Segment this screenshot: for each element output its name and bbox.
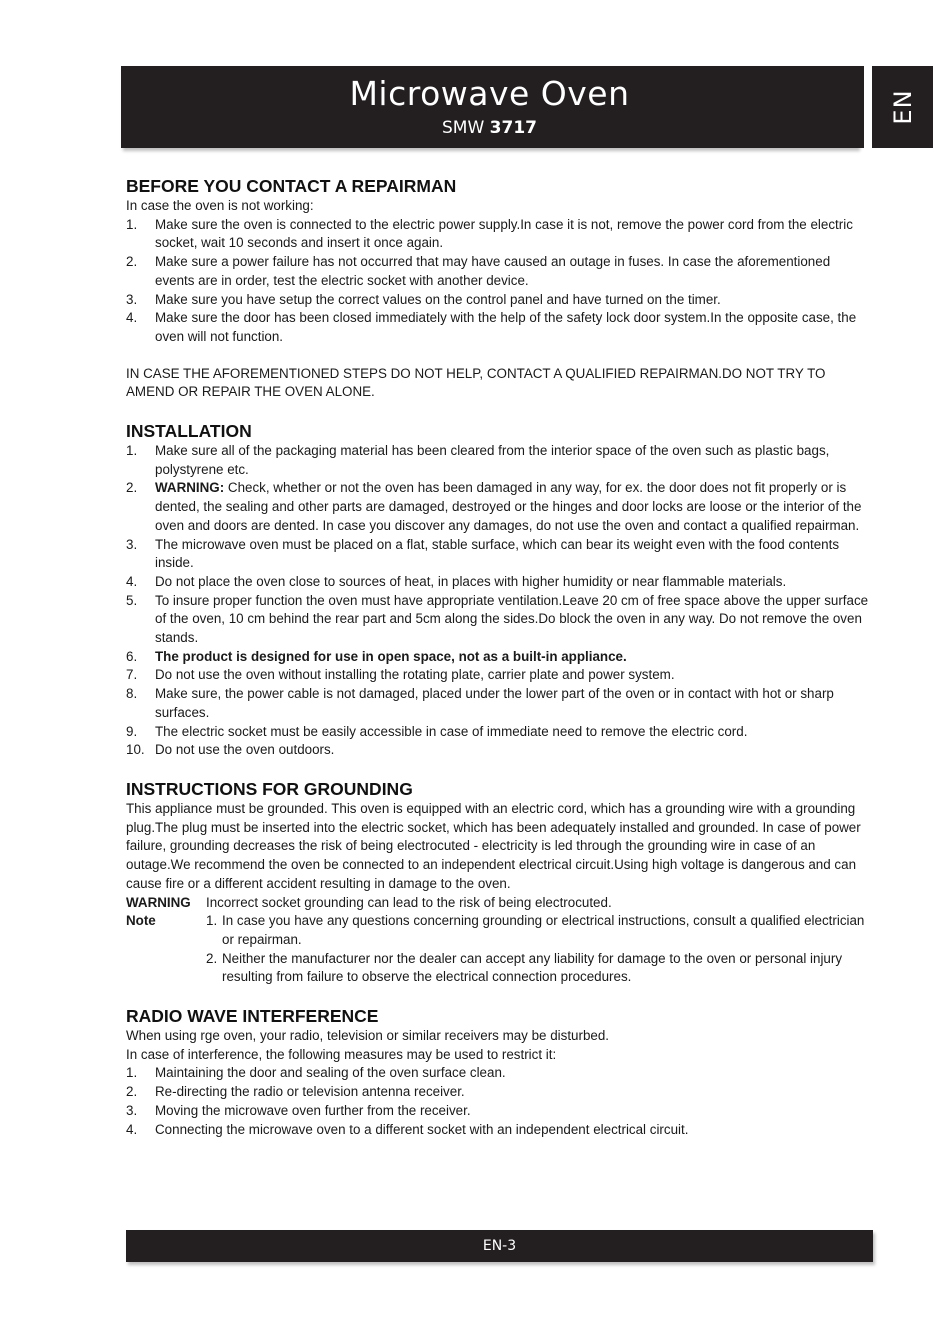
list-text: To insure proper function the oven must have appropriate ventilation.Leave 20 cm of free space above the upper surface of the oven, 10 cm behind the rear part and 5cm along the sides.Do block the oven in any way. Do not remove the oven stands. — [155, 592, 869, 646]
note-label: Note — [126, 913, 156, 929]
list-number: 5. — [126, 592, 138, 608]
section-grounding — [126, 778, 871, 987]
model-digits: 3717 — [489, 118, 537, 138]
grounding-warning — [126, 894, 871, 913]
list-text: Make sure the door has been closed immediately with the help of the safety lock door system.In the opposite case, the oven will not function. — [155, 310, 857, 344]
list-text: Maintaining the door and sealing of the oven surface clean. — [155, 1065, 506, 1081]
list-item — [126, 685, 871, 722]
repairman-list — [126, 216, 871, 347]
repairman-intro: In case the oven is not working: — [126, 198, 314, 213]
list-text: Do not place the oven close to sources of heat, in places with higher humidity or near flammable materials. — [155, 573, 787, 589]
model-number — [121, 118, 858, 138]
section-heading-grounding: INSTRUCTIONS FOR GROUNDING — [126, 778, 413, 799]
language-tab — [872, 66, 933, 148]
section-repairman — [126, 175, 871, 402]
list-number: 9. — [126, 723, 138, 739]
list-number: 8. — [126, 686, 138, 702]
radio-intro-1: When using rge oven, your radio, television or similar receivers may be disturbed. — [126, 1028, 610, 1044]
list-number: 4. — [126, 573, 138, 589]
list-number: 7. — [126, 667, 138, 683]
warning-text: Incorrect socket grounding can lead to the risk of being electrocuted. — [206, 894, 612, 910]
list-item — [126, 309, 871, 346]
list-number: 2. — [126, 480, 138, 496]
radio-list — [126, 1064, 871, 1139]
list-number: 1. — [126, 216, 138, 232]
model-prefix: SMW — [441, 118, 485, 138]
list-number: 4. — [126, 310, 138, 326]
list-text: Make sure, the power cable is not damaged, placed under the lower part of the oven or in contact with hot or sharp surfaces. — [155, 686, 834, 720]
list-text: Make sure a power failure has not occurred that may have caused an outage in fuses. In case the aforementioned events are in order, test the electric socket with another device. — [155, 254, 831, 288]
radio-intro-2: In case of interference, the following measures may be used to restrict it: — [126, 1046, 557, 1062]
grounding-note — [126, 912, 871, 987]
section-heading-radio: RADIO WAVE INTERFERENCE — [126, 1006, 379, 1027]
list-number: 2. — [126, 254, 138, 270]
note-list — [206, 912, 871, 987]
list-item — [126, 1064, 871, 1083]
list-number: 1. — [126, 443, 138, 459]
list-number: 2. — [206, 950, 218, 966]
list-item — [206, 950, 871, 987]
list-item — [126, 1121, 871, 1140]
list-item — [126, 741, 871, 760]
list-text: Connecting the microwave oven to a different socket with an independent electrical circuit. — [155, 1121, 689, 1137]
page-title: Microwave Oven — [349, 74, 630, 113]
list-item — [126, 1083, 871, 1102]
warning-label: WARNING — [126, 894, 191, 910]
list-number: 4. — [126, 1121, 138, 1137]
list-item — [126, 216, 871, 253]
list-item — [126, 536, 871, 573]
section-heading-repairman: BEFORE YOU CONTACT A REPAIRMAN — [126, 176, 457, 196]
list-item — [126, 291, 871, 310]
list-text: The electric socket must be easily accessible in case of immediate need to remove the electric cord. — [155, 723, 748, 739]
list-item — [126, 592, 871, 648]
list-text: Make sure you have setup the correct values on the control panel and have turned on the timer. — [155, 291, 721, 307]
list-item — [126, 573, 871, 592]
list-item — [126, 479, 871, 535]
section-radio — [126, 1005, 871, 1139]
page-number: EN-3 — [482, 1238, 517, 1254]
list-item — [206, 912, 871, 949]
list-number: 3. — [126, 291, 138, 307]
section-heading-installation: INSTALLATION — [126, 421, 252, 442]
list-text: Make sure all of the packaging material has been cleared from the interior space of the oven such as plastic bags, polystyrene etc. — [155, 443, 830, 477]
list-number: 3. — [126, 536, 138, 552]
repairman-caps-note: IN CASE THE AFOREMENTIONED STEPS DO NOT HELP, CONTACT A QUALIFIED REPAIRMAN.DO NOT TRY TO AMEND OR REPAIR THE OVEN ALONE. — [126, 365, 826, 400]
list-item — [126, 666, 871, 685]
list-number: 1. — [126, 1065, 138, 1081]
list-number: 10. — [126, 742, 145, 758]
list-text: Re-directing the radio or television antenna receiver. — [155, 1084, 465, 1100]
grounding-body: This appliance must be grounded. This oven is equipped with an electric cord, which has a grounding wire with a grounding plug.The plug must be inserted into the electric socket, which has been adequately installed and grounded. In case of power failure, grounding decreases the risk of being electrocuted - electricity is led through the grounding wire in case of an outage.We recommend the oven be connected to an independent electrical circuit.Using high voltage is dangerous and can cause fire or a different accident resulting in damage to the oven. — [126, 800, 861, 891]
list-number: 6. — [126, 648, 138, 664]
header-bar — [121, 66, 858, 148]
list-number: 3. — [126, 1102, 138, 1118]
list-item — [126, 1102, 871, 1121]
list-item — [126, 442, 871, 479]
list-text: Do not use the oven without installing the rotating plate, carrier plate and power system. — [155, 667, 675, 683]
list-number: 1. — [206, 913, 218, 929]
list-text: Moving the microwave oven further from the receiver. — [155, 1102, 471, 1118]
footer-bar — [126, 1230, 873, 1262]
language-label: EN — [888, 89, 917, 125]
list-text: In case you have any questions concerning grounding or electrical instructions, consult a qualified electrician or repairman. — [222, 913, 865, 947]
installation-list — [126, 442, 871, 760]
list-text: Make sure the oven is connected to the electric power supply.In case it is not, remove the power cord from the electric socket, wait 10 seconds and insert it once again. — [155, 216, 853, 251]
list-text: Check, whether or not the oven has been damaged in any way, for ex. the door does not fit properly or is dented, the sealing and other parts are damaged, destroyed or the hinges and door locks are loose or the interior of the oven and doors are dented. In case you discover any damages, do not use the oven and contact a qualified repairman. — [155, 480, 862, 533]
list-text: Do not use the oven outdoors. — [155, 742, 335, 758]
list-item — [126, 253, 871, 290]
list-text: The microwave oven must be placed on a flat, stable surface, which can bear its weight even with the food contents inside. — [155, 536, 840, 571]
manual-content — [126, 175, 871, 1157]
list-text-bold: The product is designed for use in open space, not as a built-in appliance. — [155, 648, 627, 664]
list-text: Neither the manufacturer nor the dealer can accept any liability for damage to the oven or personal injury resulting from failure to observe the electrical connection procedures. — [222, 950, 843, 985]
warning-label: WARNING: — [155, 480, 225, 496]
list-item — [126, 648, 871, 667]
list-number: 2. — [126, 1084, 138, 1100]
list-item — [126, 723, 871, 742]
header-edge — [858, 66, 864, 148]
section-installation — [126, 420, 871, 760]
